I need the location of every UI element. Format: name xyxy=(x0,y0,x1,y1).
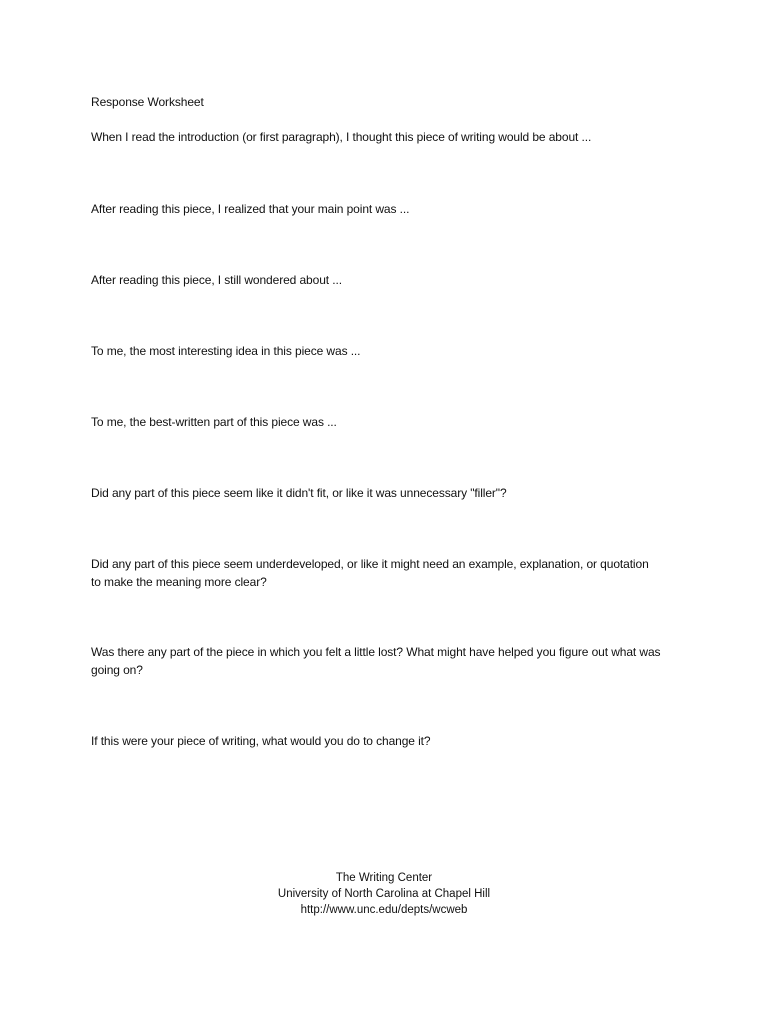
question-felt-lost: Was there any part of the piece in which you felt a little lost? What might have helped you figure out what was going on? xyxy=(91,645,661,677)
footer-university: University of North Carolina at Chapel Hill xyxy=(277,888,491,900)
question-best-written-part: To me, the best-written part of this piece was ... xyxy=(91,415,337,429)
footer xyxy=(0,870,768,918)
question-still-wondered: After reading this piece, I still wondered about ... xyxy=(91,273,342,287)
question-change-it: If this were your piece of writing, what would you do to change it? xyxy=(91,734,431,748)
question-filler: Did any part of this piece seem like it didn't fit, or like it was unnecessary "filler"? xyxy=(91,486,507,500)
worksheet-title: Response Worksheet xyxy=(91,95,204,109)
question-intro-expectation: When I read the introduction (or first paragraph), I thought this piece of writing would be about ... xyxy=(91,130,592,144)
footer-url: http://www.unc.edu/depts/wcweb xyxy=(300,904,468,916)
question-underdeveloped: Did any part of this piece seem underdeveloped, or like it might need an example, explanation, or quotation to make the meaning more clear? xyxy=(91,557,649,589)
footer-org: The Writing Center xyxy=(335,872,433,884)
question-main-point: After reading this piece, I realized that your main point was ... xyxy=(91,202,410,216)
question-most-interesting-idea: To me, the most interesting idea in this piece was ... xyxy=(91,344,361,358)
